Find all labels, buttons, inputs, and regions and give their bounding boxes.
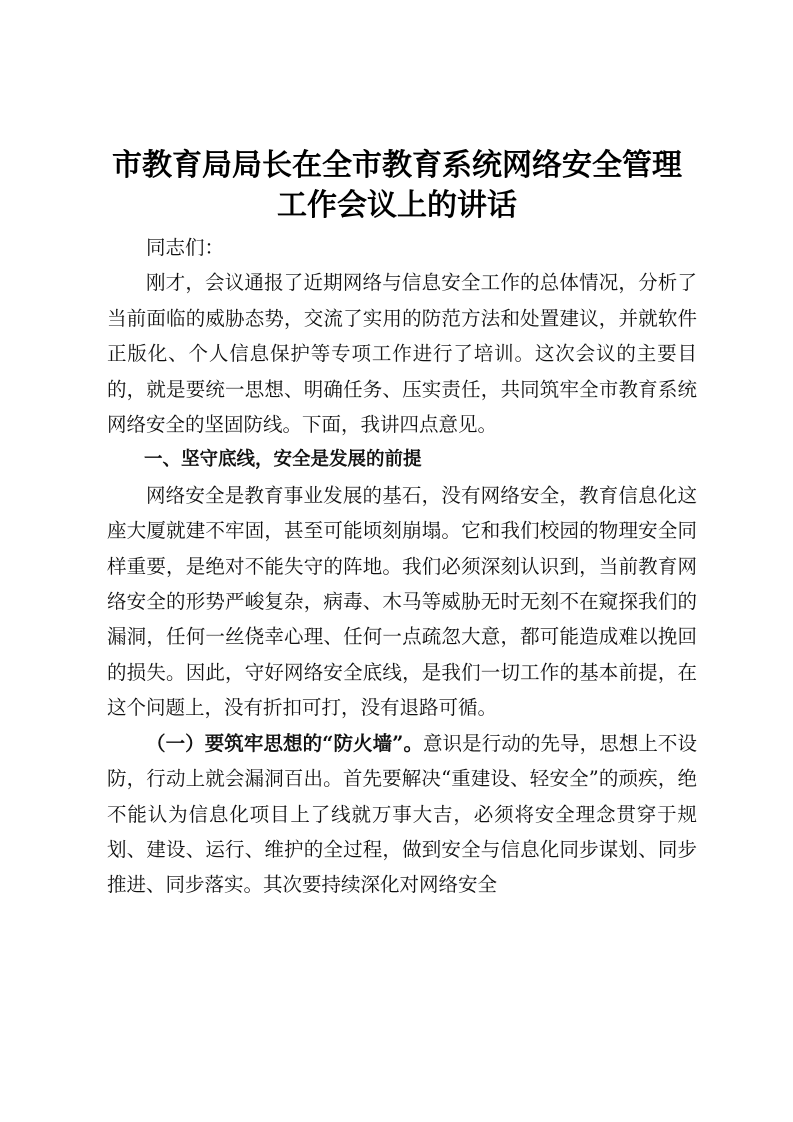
salutation: 同志们： [146,236,225,259]
subsection-1-paragraph [107,726,697,903]
document-title: 市教育局局长在全市教育系统网络安全管理工作会议上的讲话 [112,148,682,223]
section-heading-1: 一、坚守底线，安全是发展的前提 [144,449,422,471]
subsection-1-text: 意识是行动的先导，思想上不设防，行动上就会漏洞百出。首先要解决“重建设、轻安全”的顽疾，绝不能认为信息化项目上了线就万事大吉，必须将安全理念贯穿于规划、建设、运行、维护的全过程，做到安全与信息化同步谋划、同步推进、同步落实。其次要持续深化对网络安全 [107,731,697,897]
document-body [107,230,697,903]
subsection-heading-1: （一）要筑牢思想的“防火墙”。 [146,731,424,755]
section-1-paragraph: 网络安全是教育事业发展的基石，没有网络安全，教育信息化这座大厦就建不牢固，甚至可能顷刻崩塌。它和我们校园的物理安全同样重要，是绝对不能失守的阵地。我们必须深刻认识到，当前教育网络安全的形势严峻复杂，病毒、木马等威胁无时无刻不在窥探我们的漏洞，任何一丝侥幸心理、任何一点疏忽大意，都可能造成难以挽回的损失。因此，守好网络安全底线，是我们一切工作的基本前提，在这个问题上，没有折扣可打，没有退路可循。 [107,483,697,720]
intro-paragraph: 刚才，会议通报了近期网络与信息安全工作的总体情况，分析了当前面临的威胁态势，交流了实用的防范方法和处置建议，并就软件正版化、个人信息保护等专项工作进行了培训。这次会议的主要目的，就是要统一思想、明确任务、压实责任，共同筑牢全市教育系统网络安全的坚固防线。下面，我讲四点意见。 [107,271,697,437]
